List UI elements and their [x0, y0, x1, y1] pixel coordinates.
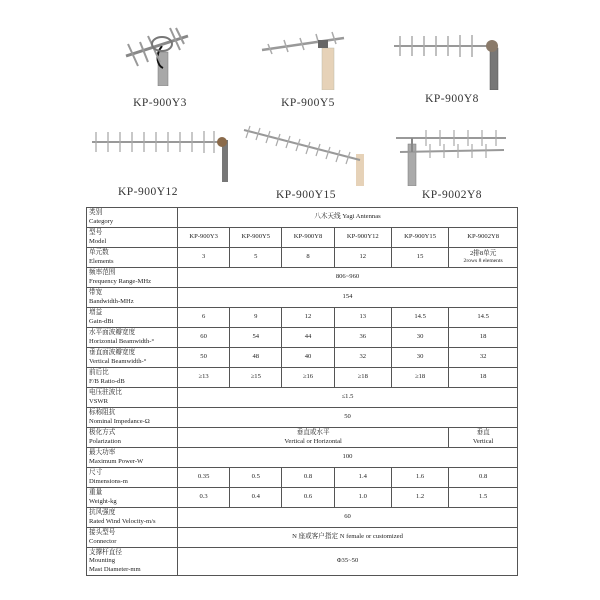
label-zh: 极化方式: [89, 428, 116, 436]
label-en: Gain-dBi: [89, 317, 114, 325]
value-cell: [449, 428, 518, 448]
value-cell: 54: [230, 328, 282, 348]
antenna-photo-9002y8: [386, 120, 514, 186]
table-row: [87, 228, 518, 248]
label-zh: 最大功率: [89, 448, 116, 456]
table-row: [87, 548, 518, 576]
row-label: [87, 288, 178, 308]
value-cell: 44: [282, 328, 334, 348]
label-zh: 单元数: [89, 248, 109, 256]
value-cell: 8: [282, 248, 334, 268]
label-en: F/B Ratio-dB: [89, 377, 125, 385]
table-row: [87, 528, 518, 548]
label-en: Bandwidth-MHz: [89, 297, 134, 305]
model-caption: KP-900Y3: [133, 97, 187, 109]
label-zh: 支撑杆直径: [89, 548, 122, 556]
label-zh: 类别: [89, 208, 103, 216]
label-en: Frequency Range-MHz: [89, 277, 152, 285]
row-label: [87, 268, 178, 288]
row-label: [87, 348, 178, 368]
value-cell: ≥18: [334, 368, 391, 388]
table-row: [87, 268, 518, 288]
label-en: VSWR: [89, 397, 109, 405]
model-caption: KP-900Y15: [275, 189, 337, 201]
label-zh: 抗风强度: [89, 508, 116, 516]
label-zh: 增益: [89, 308, 103, 316]
table-row: [87, 448, 518, 468]
label-en: Category: [89, 217, 114, 225]
row-label: [87, 508, 178, 528]
value-cell: ≤1.5: [178, 388, 518, 408]
value-cell: [178, 428, 449, 448]
table-row: [87, 488, 518, 508]
value-cell: ≥13: [178, 368, 230, 388]
label-zh: 前后比: [89, 368, 109, 376]
table-row: [87, 468, 518, 488]
row-label: [87, 308, 178, 328]
model-cell: KP-900Y12: [334, 228, 391, 248]
value-cell: 1.6: [391, 468, 448, 488]
model-cell: KP-900Y5: [230, 228, 282, 248]
table-row: [87, 328, 518, 348]
category-cell: 八木天线 Yagi Antennas: [178, 208, 518, 228]
label-zh: 型号: [89, 228, 103, 236]
value-cell: 15: [391, 248, 448, 268]
table-row: [87, 388, 518, 408]
label-en: Vertical Beamwidth-°: [89, 357, 147, 365]
model-cell: KP-900Y15: [391, 228, 448, 248]
value-cell: 12: [334, 248, 391, 268]
table-row: [87, 288, 518, 308]
row-label: [87, 468, 178, 488]
row-label: [87, 388, 178, 408]
value-cell: ≥16: [282, 368, 334, 388]
value-cell: 0.8: [449, 468, 518, 488]
model-caption: KP-900Y8: [425, 93, 479, 105]
value-cell: 1.4: [334, 468, 391, 488]
value-cell: 30: [391, 348, 448, 368]
value-cell: 36: [334, 328, 391, 348]
value-cell: ≥18: [391, 368, 448, 388]
value-cell: 1.5: [449, 488, 518, 508]
table-row: [87, 428, 518, 448]
value-cell: 100: [178, 448, 518, 468]
model-cell: KP-9002Y8: [449, 228, 518, 248]
value-cell: 32: [334, 348, 391, 368]
label-zh: 接头型号: [89, 528, 116, 536]
label-en: Rated Wind Velocity-m/s: [89, 517, 156, 525]
value-cell: 1.0: [334, 488, 391, 508]
label-en: Maximum Power-W: [89, 457, 144, 465]
label-zh: 频率范围: [89, 268, 116, 276]
antenna-photo-y12: [88, 126, 238, 182]
table-row: [87, 208, 518, 228]
row-label: [87, 208, 178, 228]
value-cell: 60: [178, 328, 230, 348]
row-label: [87, 408, 178, 428]
value-cell: Φ35~50: [178, 548, 518, 576]
value-cell: 48: [230, 348, 282, 368]
value-zh: 垂直或水平: [296, 428, 330, 436]
model-caption: KP-900Y12: [117, 186, 179, 198]
value-cell: 806~960: [178, 268, 518, 288]
antenna-photo-y5: [258, 30, 348, 90]
label-en: Mast Diameter-mm: [89, 565, 141, 573]
value-cell: 40: [282, 348, 334, 368]
value-cell: 50: [178, 348, 230, 368]
table-row: [87, 348, 518, 368]
label-en: Model: [89, 237, 107, 245]
label-zh: 标称阻抗: [89, 408, 116, 416]
value-cell: 14.5: [391, 308, 448, 328]
value-cell: N 座或客户指定 N female or customized: [178, 528, 518, 548]
table-row: [87, 408, 518, 428]
label-en: Elements: [89, 257, 114, 265]
label-en: Dimensions-m: [89, 477, 128, 485]
label-en: Nominal Impedance-Ω: [89, 417, 150, 425]
value-cell: 0.5: [230, 468, 282, 488]
value-cell: 18: [449, 368, 518, 388]
table-row: [87, 368, 518, 388]
row-label: [87, 228, 178, 248]
table-row: [87, 248, 518, 268]
value-cell: 1.2: [391, 488, 448, 508]
value-cell: 50: [178, 408, 518, 428]
model-caption: KP-900Y5: [281, 97, 335, 109]
antenna-photo-y3: [118, 22, 198, 86]
value-cell: 154: [178, 288, 518, 308]
row-label: [87, 448, 178, 468]
value-cell: 0.8: [282, 468, 334, 488]
value-en: Vertical or Horizontal: [284, 437, 342, 445]
row-label: [87, 548, 178, 576]
value-cell: 30: [391, 328, 448, 348]
value-cell: 13: [334, 308, 391, 328]
value-cell: 9: [230, 308, 282, 328]
row-label: [87, 368, 178, 388]
model-cell: KP-900Y8: [282, 228, 334, 248]
label-en: Connector: [89, 537, 117, 545]
value-cell: 0.3: [178, 488, 230, 508]
row-label: [87, 488, 178, 508]
value-zh: 2排8单元: [469, 249, 497, 257]
value-en: 2rows 8 elements: [463, 258, 503, 265]
value-zh: 垂直: [476, 428, 490, 436]
value-cell: 60: [178, 508, 518, 528]
label-zh: 带宽: [89, 288, 103, 296]
label-en: Horizontal Beamwidth-°: [89, 337, 155, 345]
antenna-photo-y15: [240, 124, 370, 186]
value-cell: 0.35: [178, 468, 230, 488]
value-cell: 14.5: [449, 308, 518, 328]
row-label: [87, 248, 178, 268]
value-cell: [449, 248, 518, 268]
label-en: Polarization: [89, 437, 121, 445]
spec-table: [86, 207, 518, 576]
value-cell: 12: [282, 308, 334, 328]
value-cell: 32: [449, 348, 518, 368]
label-en: Mounting: [89, 557, 116, 565]
value-cell: ≥15: [230, 368, 282, 388]
model-cell: KP-900Y3: [178, 228, 230, 248]
label-zh: 重量: [89, 488, 103, 496]
value-cell: 5: [230, 248, 282, 268]
label-zh: 尺寸: [89, 468, 103, 476]
row-label: [87, 328, 178, 348]
value-en: Vertical: [472, 437, 494, 445]
row-label: [87, 428, 178, 448]
value-cell: 3: [178, 248, 230, 268]
value-cell: 0.6: [282, 488, 334, 508]
label-zh: 电压驻波比: [89, 388, 122, 396]
label-en: Weight-kg: [89, 497, 117, 505]
value-cell: 18: [449, 328, 518, 348]
table-row: [87, 508, 518, 528]
label-zh: 水平面波瓣宽度: [89, 328, 136, 336]
model-caption: KP-9002Y8: [421, 189, 483, 201]
value-cell: 6: [178, 308, 230, 328]
table-row: [87, 308, 518, 328]
row-label: [87, 528, 178, 548]
value-cell: 0.4: [230, 488, 282, 508]
label-zh: 垂直面波瓣宽度: [89, 348, 136, 356]
antenna-photo-y8: [390, 26, 510, 90]
